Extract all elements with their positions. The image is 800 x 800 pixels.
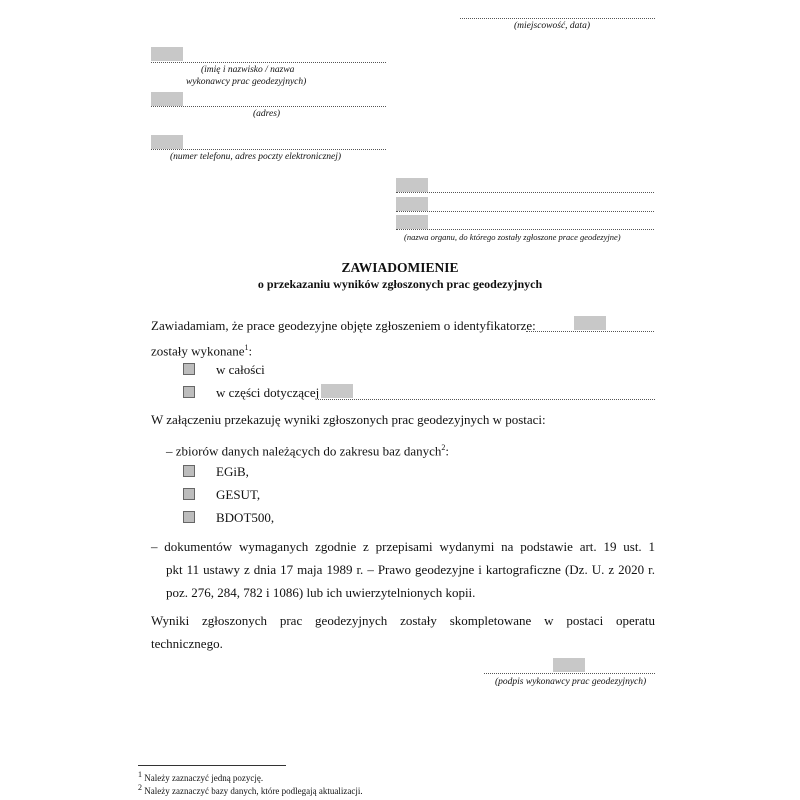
signature-caption: (podpis wykonawcy prac geodezyjnych): [495, 677, 647, 687]
footnote-1: $^1$ Należy zaznaczyć jedną pozycję.: [138, 770, 264, 783]
authority-field-2[interactable]: [396, 197, 428, 211]
dataset-gesut-label: GESUT,: [216, 487, 261, 502]
documents-line-2: pkt 11 ustawy z dnia 17 maja 1989 r. – Prawo geodezyjne i kartograficzne (Dz. U. z 2020 r.: [166, 562, 655, 577]
document-subtitle: o przekazaniu wyników zgłoszonych prac geodezyjnych: [257, 277, 543, 291]
place-date-line: [460, 18, 655, 19]
option-partial-label: w części dotyczącej: [216, 385, 320, 400]
attachment-intro: W załączeniu przekazuję wyniki zgłoszonych prac geodezyjnych w postaci:: [151, 412, 546, 427]
identifier-field[interactable]: [574, 316, 606, 330]
contractor-name-caption-2: wykonawcy prac geodezyjnych): [186, 77, 307, 87]
address-line: [151, 106, 386, 107]
summary-line-2: technicznego.: [151, 636, 223, 651]
dataset-egib-label: EGiB,: [216, 464, 249, 479]
document-title: ZAWIADOMIENIE: [341, 260, 459, 275]
authority-caption: (nazwa organu, do którego zostały zgłoszone prace geodezyjne): [404, 232, 621, 242]
authority-field-1[interactable]: [396, 178, 428, 192]
footnote-ref-2: 2: [441, 443, 446, 452]
documents-line-3: poz. 276, 284, 782 i 1086) lub ich uwierzytelnionych kopii.: [166, 585, 476, 600]
documents-line-1: – dokumentów wymaganych zgodnie z przepisami wydanymi na podstawie art. 19 ust. 1: [151, 539, 655, 554]
dataset-bdot500-checkbox[interactable]: [183, 511, 195, 523]
dataset-gesut-checkbox[interactable]: [183, 488, 195, 500]
datasets-text: – zbiorów danych należących do zakresu baz danych$^2$:: [166, 443, 450, 459]
contractor-name-caption-1: (imię i nazwisko / nazwa: [201, 65, 295, 75]
identifier-line: [526, 331, 654, 332]
option-whole-checkbox[interactable]: [183, 363, 195, 375]
authority-field-3[interactable]: [396, 215, 428, 229]
documents-paragraph: [151, 535, 655, 604]
dataset-bdot500-label: BDOT500,: [216, 510, 275, 525]
signature-field[interactable]: [553, 658, 585, 672]
option-whole-label: w całości: [216, 362, 265, 377]
footnote-separator: [138, 765, 286, 766]
contractor-name-field[interactable]: [151, 47, 183, 61]
authority-line-2: [396, 211, 654, 212]
contractor-name-line: [151, 62, 386, 63]
footnote-ref-1: 1: [244, 343, 249, 352]
summary-line-1: Wyniki zgłoszonych prac geodezyjnych zostały skompletowane w postaci operatu: [151, 613, 655, 628]
summary-paragraph: [151, 609, 655, 655]
contact-caption: (numer telefonu, adres poczty elektronicznej): [170, 152, 342, 162]
authority-line-3: [396, 229, 654, 230]
option-partial-checkbox[interactable]: [183, 386, 195, 398]
footnote-2: $^2$ Należy zaznaczyć bazy danych, które podlegają aktualizacji.: [138, 783, 363, 796]
contact-field[interactable]: [151, 135, 183, 149]
authority-line-1: [396, 192, 654, 193]
contact-line: [151, 149, 386, 150]
partial-field[interactable]: [321, 384, 353, 398]
notice-intro: Zawiadamiam, że prace geodezyjne objęte zgłoszeniem o identyfikatorze:: [151, 318, 536, 333]
address-caption: (adres): [253, 109, 281, 119]
place-date-caption: (miejscowość, data): [514, 21, 590, 31]
signature-line: [484, 673, 655, 674]
completed-text: zostały wykonane$^1$:: [151, 343, 253, 359]
partial-line: [318, 399, 655, 400]
address-field[interactable]: [151, 92, 183, 106]
dataset-egib-checkbox[interactable]: [183, 465, 195, 477]
